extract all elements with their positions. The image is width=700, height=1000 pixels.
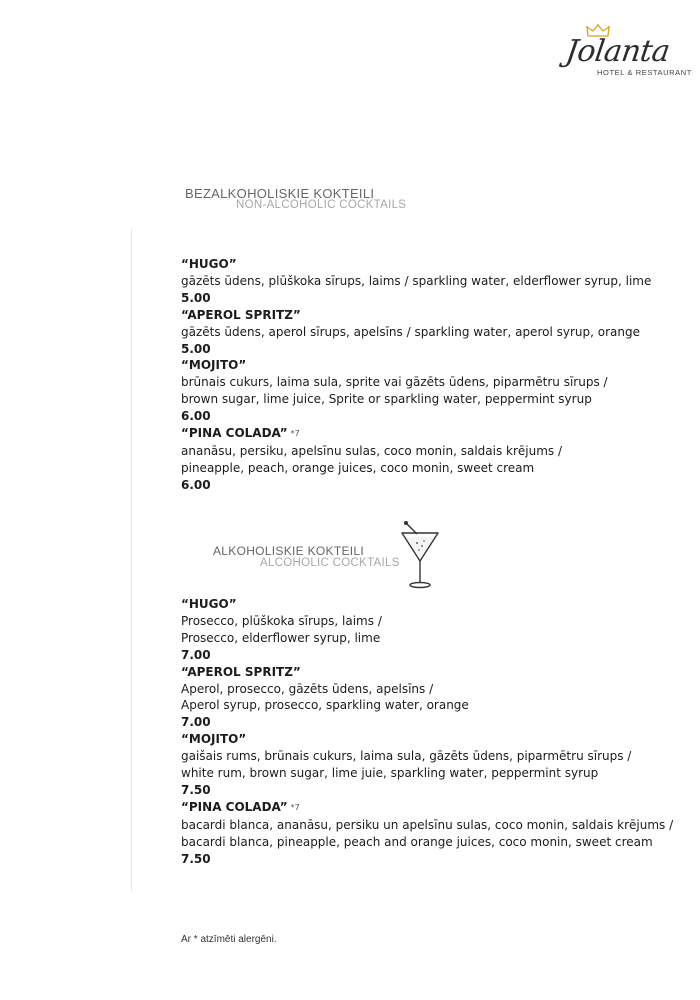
menu-item-price: 6.00 <box>181 409 211 424</box>
logo-subtitle: HOTEL & RESTAURANT <box>597 68 692 77</box>
allergen-marker: *7 <box>290 802 300 812</box>
menu-item-name: “PINA COLADA” *7 <box>181 426 300 441</box>
cocktail-glass-icon <box>400 519 440 591</box>
logo-name: Jolanta <box>563 34 672 69</box>
section-subtitle-alcoholic: ALCOHOLIC COCKTAILS <box>260 557 400 569</box>
menu-item-name: “PINA COLADA” *7 <box>181 799 300 814</box>
menu-item-description-en: white rum, brown sugar, lime juie, sparkling water, peppermint syrup <box>181 766 599 781</box>
allergen-note: Ar * atzīmēti alergēni. <box>181 934 277 945</box>
menu-item-name: “APEROL SPRITZ” <box>181 664 301 679</box>
menu-item-price: 6.00 <box>181 477 211 492</box>
menu-item-description: gāzēts ūdens, aperol sīrups, apelsīns / sparkling water, aperol syrup, orange <box>181 324 640 339</box>
menu-item <box>181 357 681 425</box>
menu-item-description: ananāsu, persiku, apelsīnu sulas, coco monin, saldais krējums / <box>181 443 563 458</box>
menu-item-price: 5.00 <box>181 290 211 305</box>
menu-list-non-alcoholic <box>181 256 681 494</box>
menu-item-name: “MOJITO” <box>181 732 247 747</box>
menu-item-description-en: brown sugar, lime juice, Sprite or sparkling water, peppermint syrup <box>181 392 592 407</box>
menu-item <box>181 596 681 664</box>
menu-item-price: 7.50 <box>181 851 211 866</box>
menu-item-description: bacardi blanca, ananāsu, persiku un apelsīnu sulas, coco monin, saldais krējums / <box>181 817 674 832</box>
menu-item-price: 5.00 <box>181 341 211 356</box>
menu-item-price: 7.00 <box>181 715 211 730</box>
menu-item-description: gaišais rums, brūnais cukurs, laima sula, gāzēts ūdens, piparmētru sīrups / <box>181 749 632 764</box>
menu-item-price: 7.00 <box>181 647 211 662</box>
section-title-alcoholic: ALKOHOLISKIE KOKTEILI <box>213 544 365 558</box>
menu-item-description-en: bacardi blanca, pineapple, peach and orange juices, coco monin, sweet cream <box>181 834 653 849</box>
allergen-marker: *7 <box>290 429 300 439</box>
menu-item-description-en: pineapple, peach, orange juices, coco monin, sweet cream <box>181 460 535 475</box>
menu-item-description: Prosecco, plūškoka sīrups, laims / <box>181 613 382 628</box>
divider-line <box>131 228 132 892</box>
section-subtitle-non-alcoholic: NON-ALCOHOLIC COCKTAILS <box>236 199 407 211</box>
menu-item <box>181 731 681 799</box>
menu-item-name: “HUGO” <box>181 597 237 611</box>
menu-item <box>181 256 681 307</box>
menu-item-description-en: Aperol syrup, prosecco, sparkling water, orange <box>181 698 469 713</box>
menu-item <box>181 307 681 358</box>
menu-item-name: “APEROL SPRITZ” <box>181 307 301 322</box>
menu-item-description: Aperol, prosecco, gāzēts ūdens, apelsīns / <box>181 681 434 696</box>
menu-item <box>181 425 681 494</box>
menu-item-description: brūnais cukurs, laima sula, sprite vai gāzēts ūdens, piparmētru sīrups / <box>181 375 608 390</box>
menu-item-name: “HUGO” <box>181 257 237 271</box>
section-title-non-alcoholic: BEZALKOHOLISKIE KOKTEILI <box>185 186 375 201</box>
menu-item <box>181 664 681 732</box>
menu-item-description-en: Prosecco, elderflower syrup, lime <box>181 630 381 645</box>
menu-item <box>181 799 681 868</box>
menu-item-description: gāzēts ūdens, plūškoka sīrups, laims / sparkling water, elderflower syrup, lime <box>181 273 652 288</box>
menu-item-price: 7.50 <box>181 782 211 797</box>
menu-list-alcoholic <box>181 596 681 868</box>
menu-item-name: “MOJITO” <box>181 358 247 373</box>
